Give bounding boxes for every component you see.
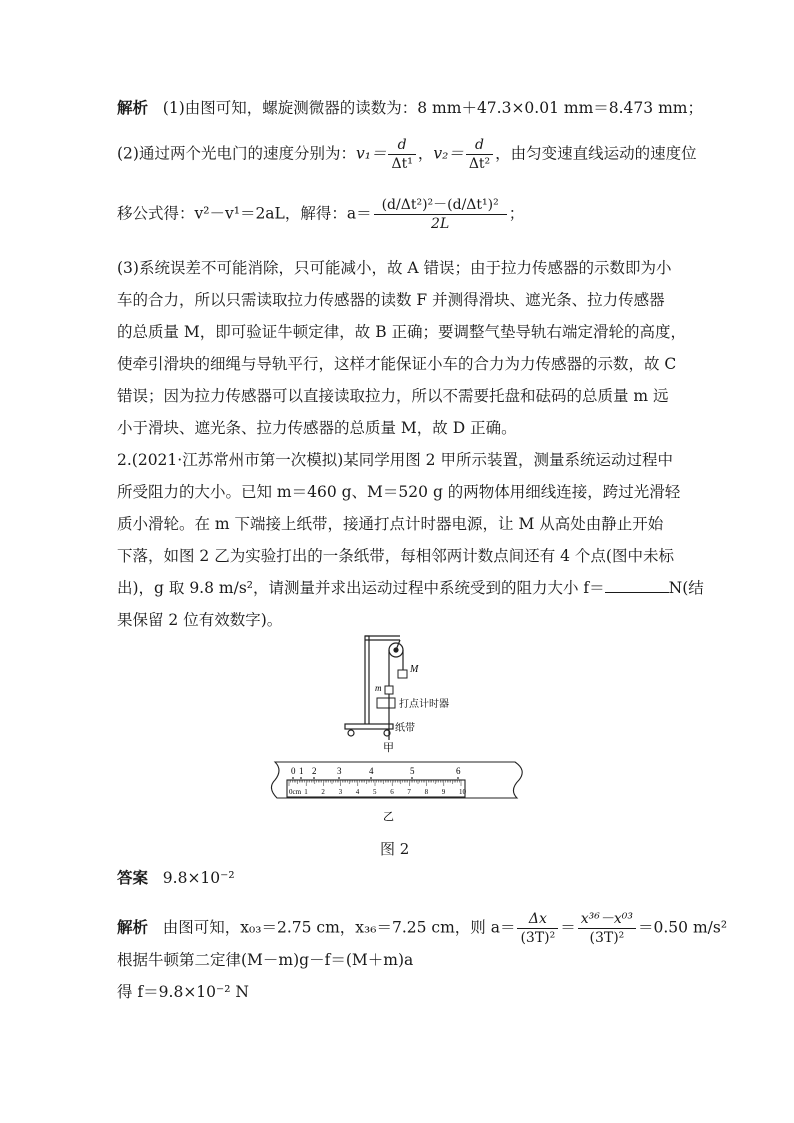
figure-caption: 图 2: [380, 840, 410, 858]
fraction-denominator: (3T)²: [589, 930, 625, 946]
ruler-number-label: 3: [338, 788, 343, 796]
v1-symbol: v₁＝: [355, 144, 387, 163]
tape-point-label: 3: [337, 766, 342, 776]
answer-line: [117, 868, 235, 888]
question-2-line-1: 2.(2021·江苏常州市第一次模拟)某同学用图 2 甲所示装置，测量系统运动过程中: [117, 451, 673, 469]
question-2-line-4: 下落，如图 2 乙为实验打出的一条纸带，每相邻两计数点间还有 4 个点(图中未标: [117, 547, 674, 565]
question-2-line-5: [117, 578, 704, 598]
solution-text: ；: [508, 204, 525, 223]
tape-point-dot: [300, 777, 302, 779]
ruler-number-label: 2: [321, 788, 325, 796]
solution-1-line-7: 使牵引滑块的细绳与导轨平行，这样才能保证小车的合力为力传感器的示数，故 C: [117, 355, 677, 373]
solution-text: ＝0.50 m/s²: [638, 918, 728, 937]
figure-2: [265, 628, 527, 864]
fraction-numerator: Δx: [517, 910, 558, 929]
tape-point-label: 6: [456, 766, 461, 776]
timer-body: [377, 698, 395, 708]
solution-text: (2)通过两个光电门的速度分别为：: [117, 144, 356, 163]
tape-point-dot: [457, 777, 459, 779]
solution-1-line-1: [117, 98, 703, 118]
fraction-denominator: (3T)²: [520, 930, 556, 946]
ruler-number-label: 5: [373, 788, 377, 796]
pulley: [389, 640, 403, 686]
answer-label: 答案: [117, 869, 149, 887]
ruler-number-label: 8: [424, 788, 429, 796]
ruler-number-label: 1: [304, 788, 308, 796]
solution-2-line-2: 根据牛顿第二定律(M－m)g－f＝(M＋m)a: [117, 951, 414, 969]
tape-point-dot: [411, 777, 413, 779]
fraction-dx: [517, 910, 558, 947]
solution-2-line-1: [117, 910, 727, 947]
tape-point-label: 0: [291, 766, 296, 776]
tape-point-dot: [292, 777, 294, 779]
fraction-numerator: x³⁶－x⁰³: [578, 910, 636, 929]
fraction-numerator: d: [388, 136, 415, 155]
answer-value: 9.8×10⁻²: [162, 869, 235, 887]
solution-text: ，由匀变速直线运动的速度位: [495, 144, 697, 163]
label-M: M: [410, 664, 419, 675]
mass-m-block: [385, 686, 393, 694]
ruler-number-label: 4: [355, 788, 360, 796]
label-tape: 纸带: [395, 723, 415, 734]
solution-text: (1)由图可知，螺旋测微器的读数为：8 mm＋47.3×0.01 mm＝8.473 mm；: [162, 99, 703, 117]
fraction-denominator: Δt¹: [391, 156, 413, 172]
solution-1-line-5: 车的合力，所以只需读取拉力传感器的读数 F 并测得滑块、遮光条、拉力传感器: [117, 291, 665, 309]
ruler-number-label: 6: [390, 788, 394, 796]
solution-1-line-8: 错误；因为拉力传感器可以直接读取拉力，所以不需要托盘和砝码的总质量 m 远: [117, 387, 669, 405]
fraction-x36-x03: [578, 910, 636, 947]
solution-1-line-6: 的总质量 M，即可验证牛顿定律，故 B 正确；要调整气垫导轨右端定滑轮的高度，: [117, 323, 687, 341]
fraction-numerator: d: [466, 136, 493, 155]
tape-point-label: 5: [410, 766, 415, 776]
question-text: 出)，g 取 9.8 m/s²，请测量并求出运动过程中系统受到的阻力大小 f＝: [117, 579, 605, 597]
tape-point-dot: [370, 777, 372, 779]
solution-text: 移公式得：v²－v¹＝2aL，解得：a＝: [117, 204, 372, 223]
ruler-number-label: 10: [459, 788, 466, 796]
acceleration-fraction: [374, 196, 507, 233]
v2-symbol: v₂＝: [433, 144, 464, 163]
question-2-line-3: 质小滑轮。在 m 下端接上纸带，接通打点计时器电源，让 M 从高处由静止开始: [117, 515, 664, 533]
tape-point-dot: [338, 777, 340, 779]
question-text: N(结: [668, 579, 704, 597]
apparatus-diagram: [265, 628, 527, 864]
fraction-numerator: (d/Δt²)²－(d/Δt¹)²: [374, 196, 507, 215]
solution-1-line-4: (3)系统误差不可能消除，只可能减小，故 A 错误；由于拉力传感器的示数即为小: [117, 259, 672, 277]
answer-blank: [605, 578, 669, 593]
mass-M-block: [398, 670, 407, 678]
solution-text: 由图可知，x₀₃＝2.75 cm，x₃₆＝7.25 cm，则 a＝: [162, 918, 516, 937]
fraction-d-dt1: [388, 136, 415, 173]
question-2-line-2: 所受阻力的大小。已知 m＝460 g、M＝520 g 的两物体用细线连接，跨过光滑轻: [117, 483, 681, 501]
solution-label: 解析: [117, 918, 149, 937]
equals-sign: ＝: [560, 918, 576, 937]
fraction-denominator: Δt²: [468, 156, 491, 172]
tape-point-label: 4: [369, 766, 374, 776]
tape-point-label: 1: [299, 766, 304, 776]
tape-point-dot: [313, 777, 315, 779]
fraction-denominator: 2L: [431, 216, 450, 232]
ruler-number-label: 7: [407, 788, 411, 796]
ruler-number-label: 9: [441, 788, 446, 796]
solution-1-line-3: [117, 196, 524, 233]
fraction-d-dt2: [466, 136, 493, 173]
solution-2-line-3: 得 f＝9.8×10⁻² N: [117, 983, 249, 1001]
label-m: m: [375, 683, 382, 693]
tape-point-label: 2: [312, 766, 317, 776]
solution-1-line-9: 小于滑块、遮光条、拉力传感器的总质量 M，故 D 正确。: [117, 419, 517, 437]
question-2-line-6: 果保留 2 位有效数字)。: [117, 611, 283, 629]
solution-label: 解析: [117, 99, 149, 117]
label-yi: 乙: [383, 810, 394, 823]
ruler-unit-label: 0cm: [289, 788, 302, 796]
solution-1-line-2: (2)通过两个光电门的速度分别为：v₁＝ $\frac{d}{\text{Δt¹}}$ ，v₂＝ $\frac{d}{\text{Δt²}}$ ，由匀变速直线运动的速度位: [117, 137, 697, 172]
label-jia: 甲: [383, 741, 394, 754]
label-timer: 打点计时器: [399, 699, 449, 710]
